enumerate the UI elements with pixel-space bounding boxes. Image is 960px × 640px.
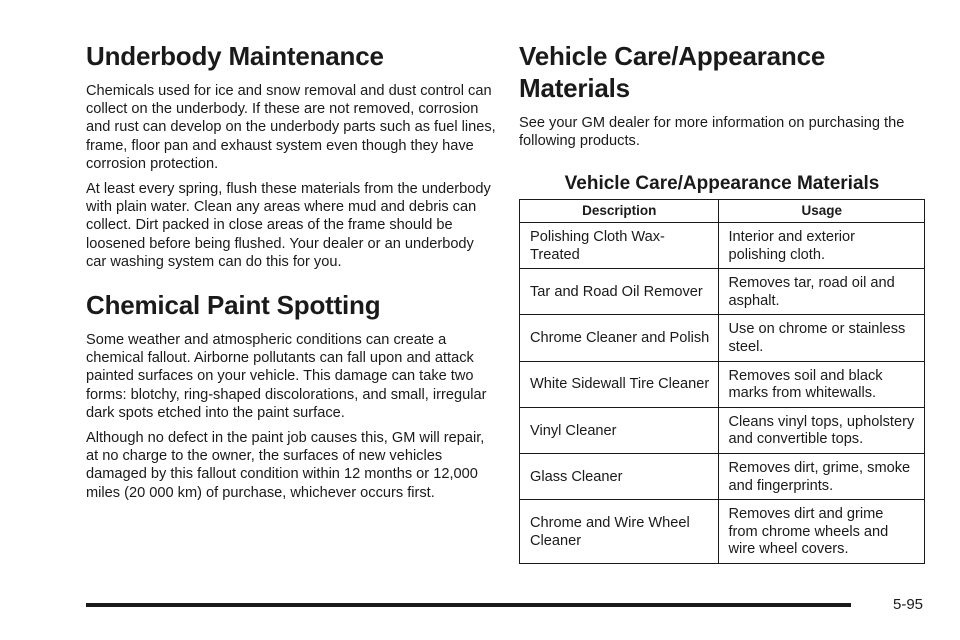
cell-usage: Removes dirt and grime from chrome wheels and wire wheel covers. [719, 500, 925, 564]
left-column [86, 40, 496, 509]
table-row [520, 361, 925, 407]
cell-description: White Sidewall Tire Cleaner [520, 361, 719, 407]
cell-description: Glass Cleaner [520, 453, 719, 499]
paragraph-paint-spotting-2: Although no defect in the paint job causes this, GM will repair, at no charge to the owner, the surfaces of new vehicles damaged by this fallout condition within 12 months or 12,000 miles (20 000 km) of purchase, whichever occurs first. [86, 430, 485, 501]
right-column [519, 40, 929, 564]
table-row [520, 500, 925, 564]
table-row [520, 315, 925, 361]
table-row [520, 453, 925, 499]
cell-usage: Removes soil and black marks from whitewalls. [719, 361, 925, 407]
cell-usage: Removes dirt, grime, smoke and fingerprints. [719, 453, 925, 499]
paragraph-paint-spotting-1: Some weather and atmospheric conditions can create a chemical fallout. Airborne pollutants can fall upon and attack painted surfaces on your vehicle. This damage can take two forms: blotchy, ring-shaped discolorations, and small, irregular dark spots etched into the paint surface. [86, 332, 487, 421]
cell-usage: Cleans vinyl tops, upholstery and convertible tops. [719, 407, 925, 453]
table-row [520, 269, 925, 315]
paragraph-underbody-1: Chemicals used for ice and snow removal and dust control can collect on the underbody. If these are not removed, corrosion and rust can develop on the underbody parts such as fuel lines, frame, floor pan and exhaust system even though they have corrosion protection. [86, 83, 496, 172]
cell-description: Chrome and Wire Wheel Cleaner [520, 500, 719, 564]
table-row [520, 223, 925, 269]
cell-usage: Interior and exterior polishing cloth. [719, 223, 925, 269]
table-title: Vehicle Care/Appearance Materials [564, 173, 880, 195]
cell-description: Tar and Road Oil Remover [520, 269, 719, 315]
heading-underbody-maintenance: Underbody Maintenance [86, 41, 384, 71]
table-row [520, 407, 925, 453]
footer-divider [86, 603, 851, 607]
cell-usage: Use on chrome or stainless steel. [719, 315, 925, 361]
page-number: 5-95 [893, 596, 924, 613]
table-header-row [520, 200, 925, 223]
column-header-usage: Usage [719, 200, 925, 223]
cell-description: Vinyl Cleaner [520, 407, 719, 453]
cell-description: Polishing Cloth Wax-Treated [520, 223, 719, 269]
paragraph-vehicle-care-intro: See your GM dealer for more information on purchasing the following products. [519, 115, 905, 150]
paragraph-underbody-2: At least every spring, flush these materials from the underbody with plain water. Clean any areas where mud and debris can collect. Dirt packed in close areas of the frame should be loosened before being flushed. Your dealer or an underbody car washing system can do this for you. [86, 181, 491, 270]
column-header-description: Description [520, 200, 719, 223]
heading-chemical-paint-spotting: Chemical Paint Spotting [86, 290, 381, 321]
cell-description: Chrome Cleaner and Polish [520, 315, 719, 361]
cell-usage: Removes tar, road oil and asphalt. [719, 269, 925, 315]
heading-vehicle-care: Vehicle Care/Appearance Materials [519, 41, 826, 103]
care-materials-table [519, 199, 925, 564]
